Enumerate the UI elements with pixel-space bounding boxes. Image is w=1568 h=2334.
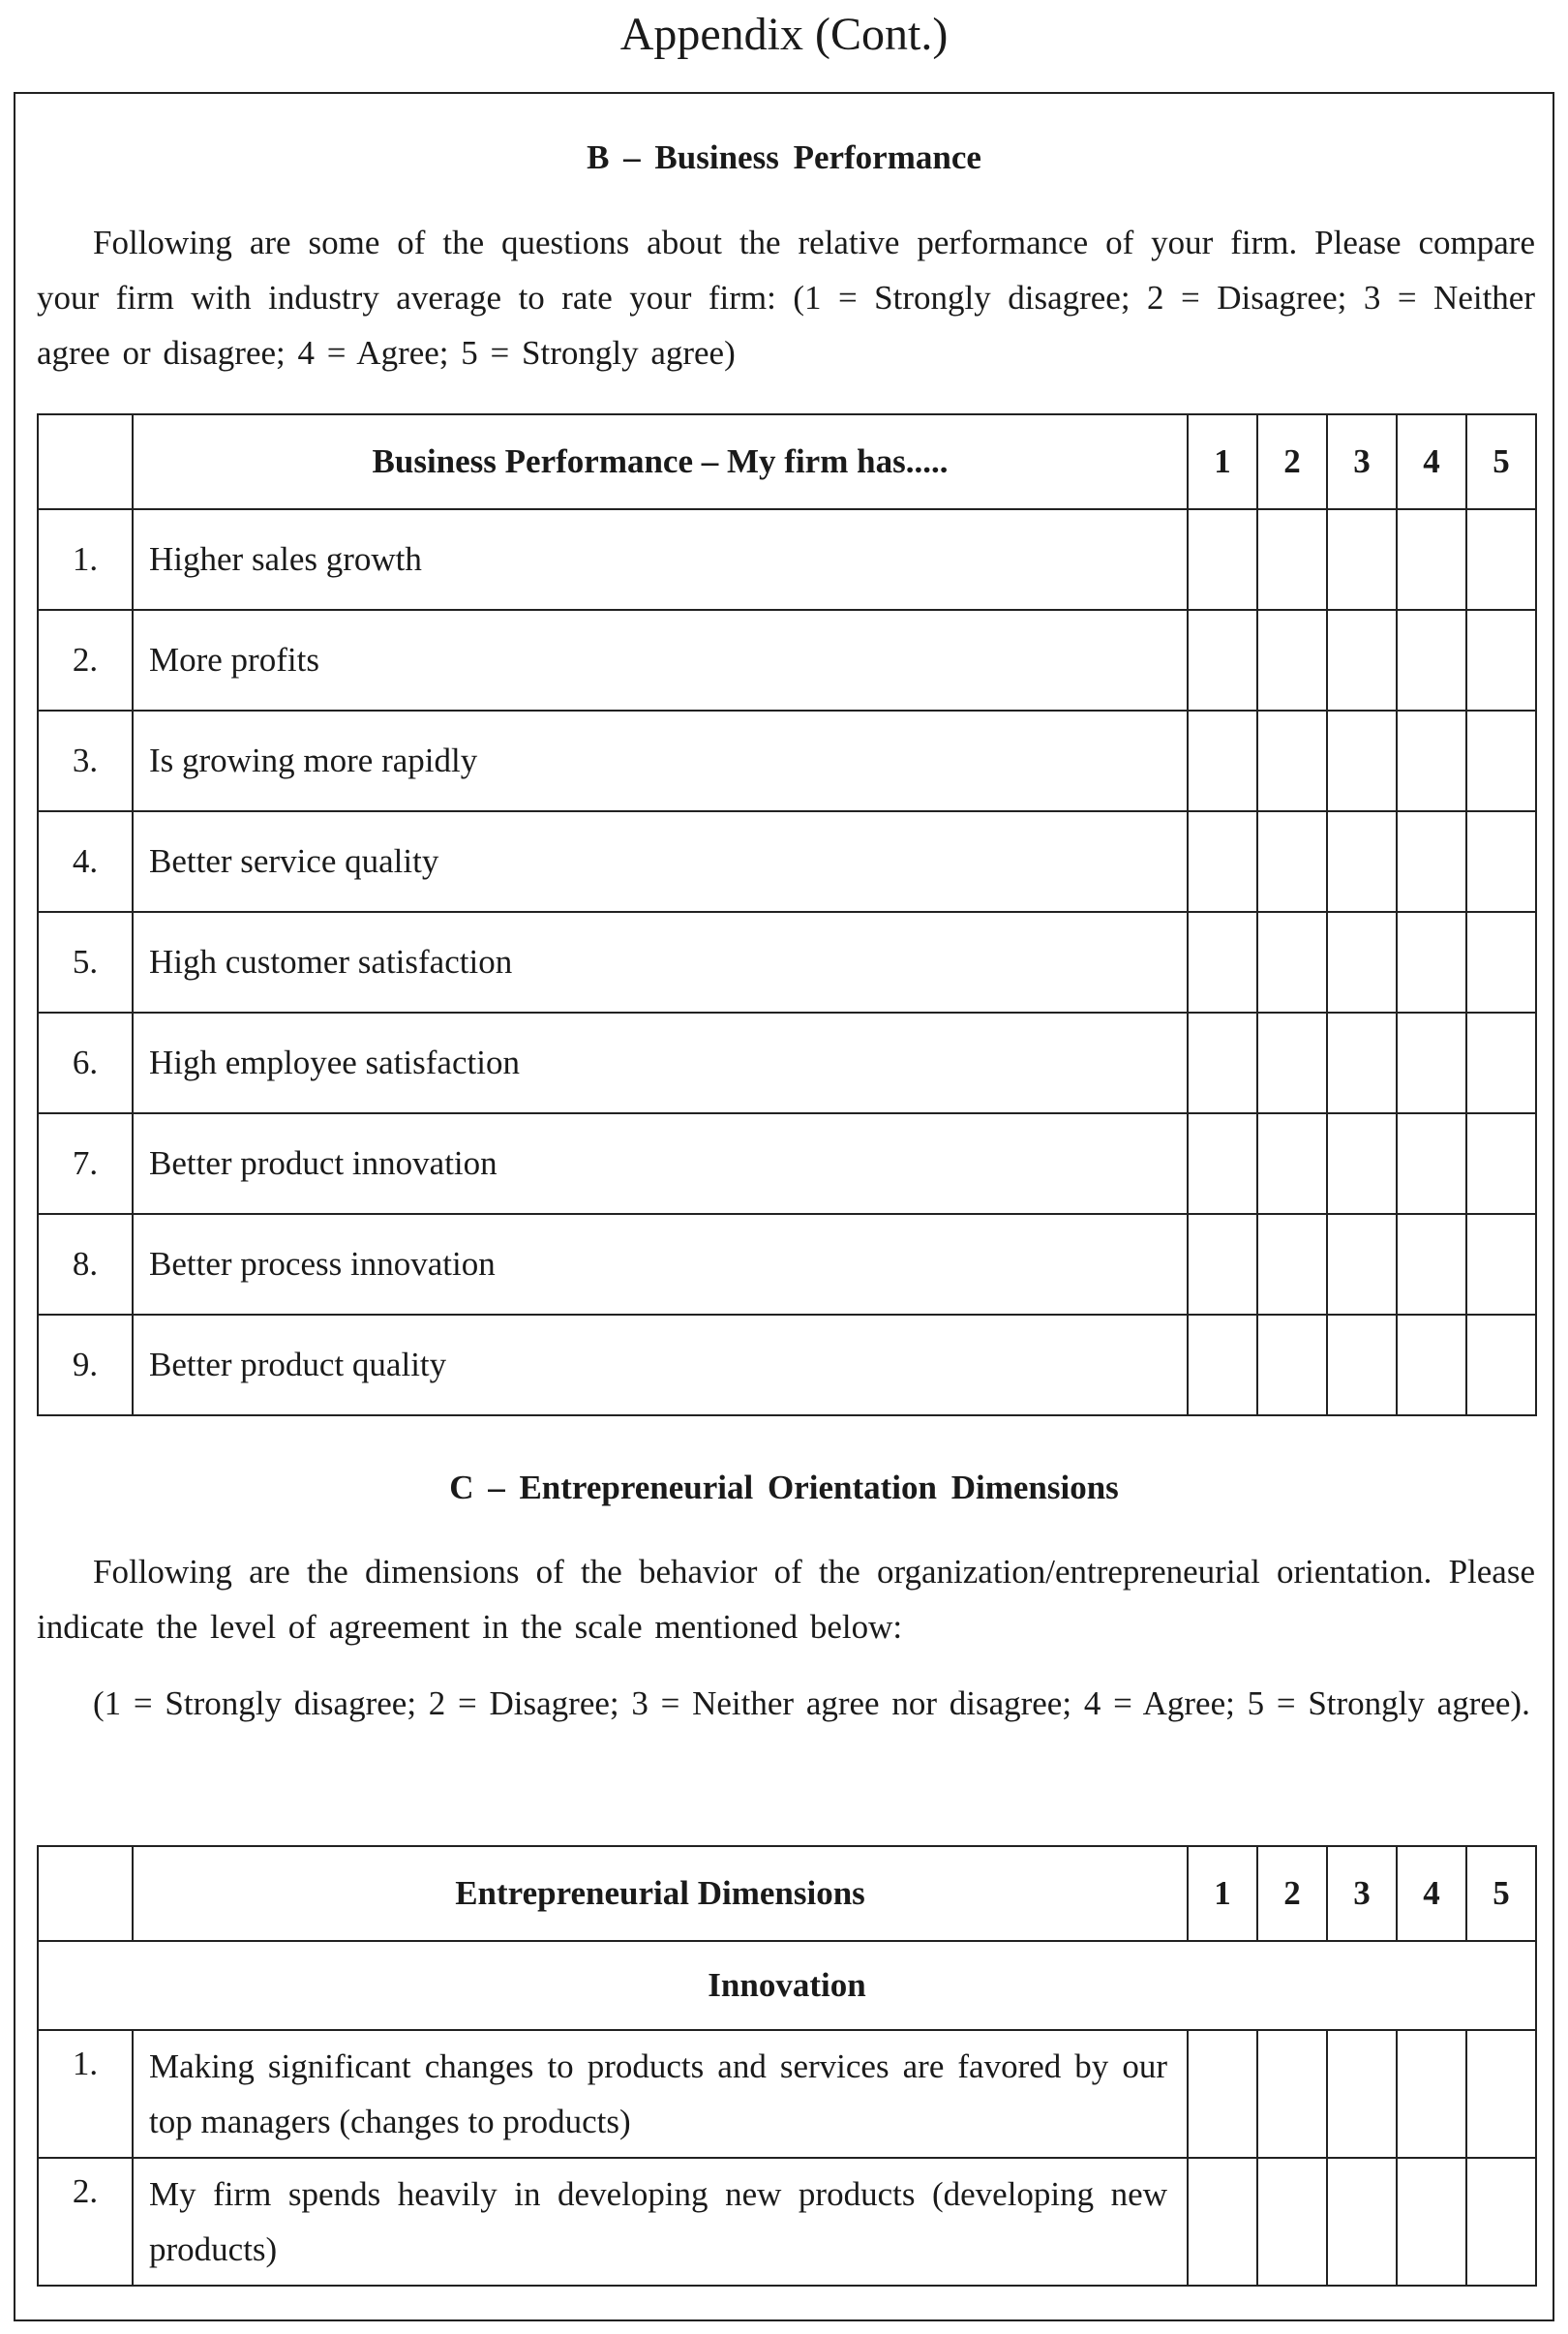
header-scale-4: 4 [1397,414,1466,509]
table-header-row [38,1846,1536,1941]
row-statement: Better product innovation [133,1113,1188,1214]
rating-cell-2[interactable] [1257,2030,1327,2158]
rating-cell-3[interactable] [1327,509,1397,610]
rating-cell-2[interactable] [1257,2158,1327,2286]
rating-cell-4[interactable] [1397,610,1466,711]
table-row [38,509,1536,610]
section-c-heading: C – Entrepreneurial Orientation Dimensions [449,1469,1119,1506]
rating-cell-1[interactable] [1188,711,1257,811]
rating-cell-2[interactable] [1257,811,1327,912]
rating-cell-1[interactable] [1188,2158,1257,2286]
table-row [38,610,1536,711]
rating-cell-4[interactable] [1397,2158,1466,2286]
entrepreneurial-dimensions-table [37,1845,1537,2287]
rating-cell-1[interactable] [1188,509,1257,610]
header-scale-1: 1 [1188,414,1257,509]
row-number: 3. [38,711,133,811]
rating-cell-4[interactable] [1397,711,1466,811]
rating-cell-3[interactable] [1327,1013,1397,1113]
rating-cell-5[interactable] [1466,610,1536,711]
rating-cell-3[interactable] [1327,2158,1397,2286]
rating-cell-1[interactable] [1188,1013,1257,1113]
row-statement: Is growing more rapidly [133,711,1188,811]
table-row [38,1113,1536,1214]
rating-cell-1[interactable] [1188,1315,1257,1415]
innovation-subheading: Innovation [38,1941,1536,2030]
row-number: 1. [38,509,133,610]
header-scale-4: 4 [1397,1846,1466,1941]
rating-cell-1[interactable] [1188,1113,1257,1214]
row-statement: Better process innovation [133,1214,1188,1315]
header-blank-cell [38,1846,133,1941]
rating-cell-2[interactable] [1257,1013,1327,1113]
rating-cell-2[interactable] [1257,610,1327,711]
rating-cell-3[interactable] [1327,711,1397,811]
rating-cell-2[interactable] [1257,1214,1327,1315]
table-row [38,811,1536,912]
rating-cell-5[interactable] [1466,912,1536,1013]
table-row [38,912,1536,1013]
rating-cell-5[interactable] [1466,1214,1536,1315]
section-c-scale-note: (1 = Strongly disagree; 2 = Disagree; 3 = Neither agree nor disagree; 4 = Agree; 5 = Strongly agree). [93,1684,1530,1722]
row-statement: Better product quality [133,1315,1188,1415]
header-scale-3: 3 [1327,1846,1397,1941]
header-blank-cell [38,414,133,509]
rating-cell-5[interactable] [1466,2158,1536,2286]
rating-cell-4[interactable] [1397,1214,1466,1315]
row-statement: Better service quality [133,811,1188,912]
header-item-cell: Entrepreneurial Dimensions [133,1846,1188,1941]
page-title: Appendix (Cont.) [619,9,949,60]
row-number: 5. [38,912,133,1013]
row-number: 9. [38,1315,133,1415]
header-scale-3: 3 [1327,414,1397,509]
business-performance-table [37,413,1537,1416]
rating-cell-3[interactable] [1327,610,1397,711]
rating-cell-2[interactable] [1257,912,1327,1013]
table-row [38,2158,1536,2286]
table-row [38,2030,1536,2158]
table-row [38,1315,1536,1415]
header-scale-2: 2 [1257,414,1327,509]
row-number: 4. [38,811,133,912]
rating-cell-5[interactable] [1466,811,1536,912]
rating-cell-3[interactable] [1327,1113,1397,1214]
row-number: 7. [38,1113,133,1214]
section-b-heading: B – Business Performance [587,138,981,176]
row-statement: My firm spends heavily in developing new products (developing new products) [133,2158,1188,2286]
rating-cell-2[interactable] [1257,509,1327,610]
header-scale-2: 2 [1257,1846,1327,1941]
row-statement: More profits [133,610,1188,711]
table-subheading-row [38,1941,1536,2030]
table-header-row [38,414,1536,509]
rating-cell-5[interactable] [1466,2030,1536,2158]
row-statement: Higher sales growth [133,509,1188,610]
rating-cell-4[interactable] [1397,1113,1466,1214]
table-row [38,711,1536,811]
rating-cell-3[interactable] [1327,912,1397,1013]
rating-cell-1[interactable] [1188,1214,1257,1315]
appendix-frame [14,92,1554,2321]
row-number: 6. [38,1013,133,1113]
table-row [38,1214,1536,1315]
row-number: 8. [38,1214,133,1315]
rating-cell-3[interactable] [1327,811,1397,912]
rating-cell-2[interactable] [1257,1315,1327,1415]
rating-cell-1[interactable] [1188,811,1257,912]
section-c-instructions: Following are the dimensions of the behavior of the organization/entrepreneurial orientation. Please indicate the level of agreement in the scale mentioned below: [37,1553,1535,1646]
row-number: 2. [38,610,133,711]
row-statement: High customer satisfaction [133,912,1188,1013]
row-number: 1. [38,2030,133,2158]
rating-cell-1[interactable] [1188,2030,1257,2158]
rating-cell-4[interactable] [1397,811,1466,912]
rating-cell-3[interactable] [1327,2030,1397,2158]
table-row [38,1013,1536,1113]
header-scale-5: 5 [1466,414,1536,509]
row-statement: Making significant changes to products and services are favored by our top managers (changes to products) [133,2030,1188,2158]
rating-cell-5[interactable] [1466,509,1536,610]
rating-cell-5[interactable] [1466,1113,1536,1214]
row-statement: High employee satisfaction [133,1013,1188,1113]
rating-cell-4[interactable] [1397,1315,1466,1415]
header-scale-1: 1 [1188,1846,1257,1941]
rating-cell-5[interactable] [1466,1013,1536,1113]
rating-cell-1[interactable] [1188,610,1257,711]
rating-cell-2[interactable] [1257,1113,1327,1214]
rating-cell-4[interactable] [1397,2030,1466,2158]
header-item-cell: Business Performance – My firm has..... [133,414,1188,509]
rating-cell-5[interactable] [1466,1315,1536,1415]
rating-cell-4[interactable] [1397,912,1466,1013]
rating-cell-3[interactable] [1327,1315,1397,1415]
row-number: 2. [38,2158,133,2286]
rating-cell-1[interactable] [1188,912,1257,1013]
rating-cell-3[interactable] [1327,1214,1397,1315]
rating-cell-4[interactable] [1397,1013,1466,1113]
rating-cell-4[interactable] [1397,509,1466,610]
rating-cell-2[interactable] [1257,711,1327,811]
section-b-instructions: Following are some of the questions about the relative performance of your firm. Please compare your firm with industry average to rate your firm: (1 = Strongly disagree; 2 = Disagree; 3 = Neither agree or disagree; 4 = Agree; 5 = Strongly agree) [37,224,1535,372]
rating-cell-5[interactable] [1466,711,1536,811]
header-scale-5: 5 [1466,1846,1536,1941]
